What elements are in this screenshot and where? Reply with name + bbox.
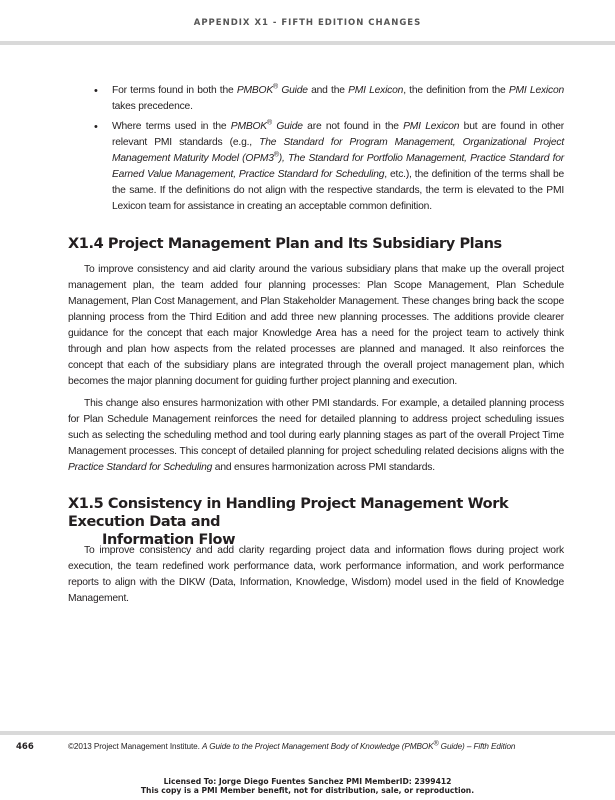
bullet-text: Where terms used in the bbox=[112, 121, 231, 132]
bullet-item-other-standards bbox=[96, 119, 564, 215]
copyright-text: ©2013 Project Management Institute. bbox=[68, 742, 202, 751]
bullet-text: and the bbox=[307, 85, 349, 96]
license-line-1: Licensed To: Jorge Diego Fuentes Sanchez PMI MemberID: 2399412 bbox=[163, 777, 452, 786]
paragraph-text: and ensures harmonization across PMI standards. bbox=[212, 462, 435, 473]
bullet-italic: PMBOK bbox=[230, 121, 267, 132]
paragraph-italic: Practice Standard for Scheduling bbox=[68, 462, 213, 473]
bullet-italic: Guide bbox=[278, 85, 308, 96]
registered-mark: ® bbox=[273, 83, 279, 91]
page-header bbox=[0, 0, 615, 45]
section-heading-x1-4: X1.4 Project Management Plan and Its Subsidiary Plans bbox=[68, 236, 502, 252]
footer-copyright bbox=[68, 742, 515, 751]
bullet-text: For terms found in both the bbox=[112, 85, 237, 96]
bullet-text: , etc.), the definition of the terms shall be the same. If the definitions do not align with the respective standards, the term is elevated to the PMI Lexicon team for assistance in creating an acceptable common definition. bbox=[112, 169, 564, 212]
footer-divider bbox=[0, 731, 615, 735]
license-notice bbox=[0, 777, 615, 795]
bullet-text: but are found in other relevant PMI standards (e.g., bbox=[112, 121, 564, 148]
paragraph-x1-4-2 bbox=[68, 396, 564, 476]
footer-title-italic: A Guide to the Project Management Body of Knowledge (PMBOK bbox=[201, 742, 434, 751]
bullet-italic: PMBOK bbox=[236, 85, 274, 96]
bullet-text: , the definition from the bbox=[403, 85, 509, 96]
bullet-text: are not found in the bbox=[302, 121, 404, 132]
license-line-2: This copy is a PMI Member benefit, not for distribution, sale, or reproduction. bbox=[140, 786, 475, 795]
paragraph-x1-4-1: To improve consistency and aid clarity around the various subsidiary plans that make up the overall project management plan, the team added four planning processes: Plan Scope Management, Plan Schedule Management, Plan Cost Management, and Plan Stakeholder Management. These changes bring back the scope planning process from the Third Edition and add three new planning processes. The additions provide clearer guidance for the concept that each major Knowledge Area has a need for the project team to actively think through and plan how aspects from the related processes are planned and managed. It also reinforces the concept that each of the subsidiary plans are integrated through the overall project management plan, which becomes the major planning document for guiding further project planning and execution. bbox=[68, 264, 564, 387]
bullet-italic: PMI Lexicon bbox=[348, 85, 404, 96]
heading-line-1: X1.5 Consistency in Handling Project Management Work Execution Data and bbox=[68, 496, 509, 530]
header-title: APPENDIX X1 - FIFTH EDITION CHANGES bbox=[193, 18, 422, 28]
bullet-italic: The Standard for Program Management, Organizational Project Management Maturity Model (OPM3 bbox=[112, 137, 564, 164]
bullet-item-lexicon-precedence bbox=[96, 83, 564, 115]
registered-mark: ® bbox=[273, 151, 279, 159]
page-content bbox=[68, 83, 565, 604]
bullet-italic: PMI Lexicon bbox=[403, 121, 460, 132]
footer-title-end: Guide) – Fifth Edition bbox=[438, 742, 516, 751]
bullet-text: takes precedence. bbox=[112, 101, 193, 112]
registered-mark: ® bbox=[266, 119, 272, 127]
registered-mark: ® bbox=[433, 740, 439, 748]
bullet-list bbox=[68, 83, 564, 215]
paragraph-text: This change also ensures harmonization with other PMI standards. For example, a detailed planning process for Plan Schedule Management reinforces the need for detailed planning to address project scheduling issues such as selecting the scheduling method and tool during early planning stages as part of the overall Project Time Management processes. This concept of detailed planning for project scheduling related decisions aligns with the bbox=[68, 398, 564, 457]
bullet-italic: PMI Lexicon bbox=[508, 85, 565, 96]
bullet-italic: Guide bbox=[271, 121, 303, 132]
bullet-italic: ), The Standard for Portfolio Management, Practice Standard for Earned Value Management, Practice Standard for Scheduling bbox=[112, 153, 564, 180]
page-number: 466 bbox=[16, 742, 34, 752]
section-heading-x1-5 bbox=[68, 495, 564, 549]
paragraph-x1-5-1: To improve consistency and add clarity regarding project data and information flows during project work execution, the team redefined work performance data, work performance information, and work performance reports to align with the DIKW (Data, Information, Knowledge, Wisdom) model used in the field of Knowledge Management. bbox=[68, 545, 564, 604]
heading-line-2: Information Flow bbox=[102, 532, 236, 548]
